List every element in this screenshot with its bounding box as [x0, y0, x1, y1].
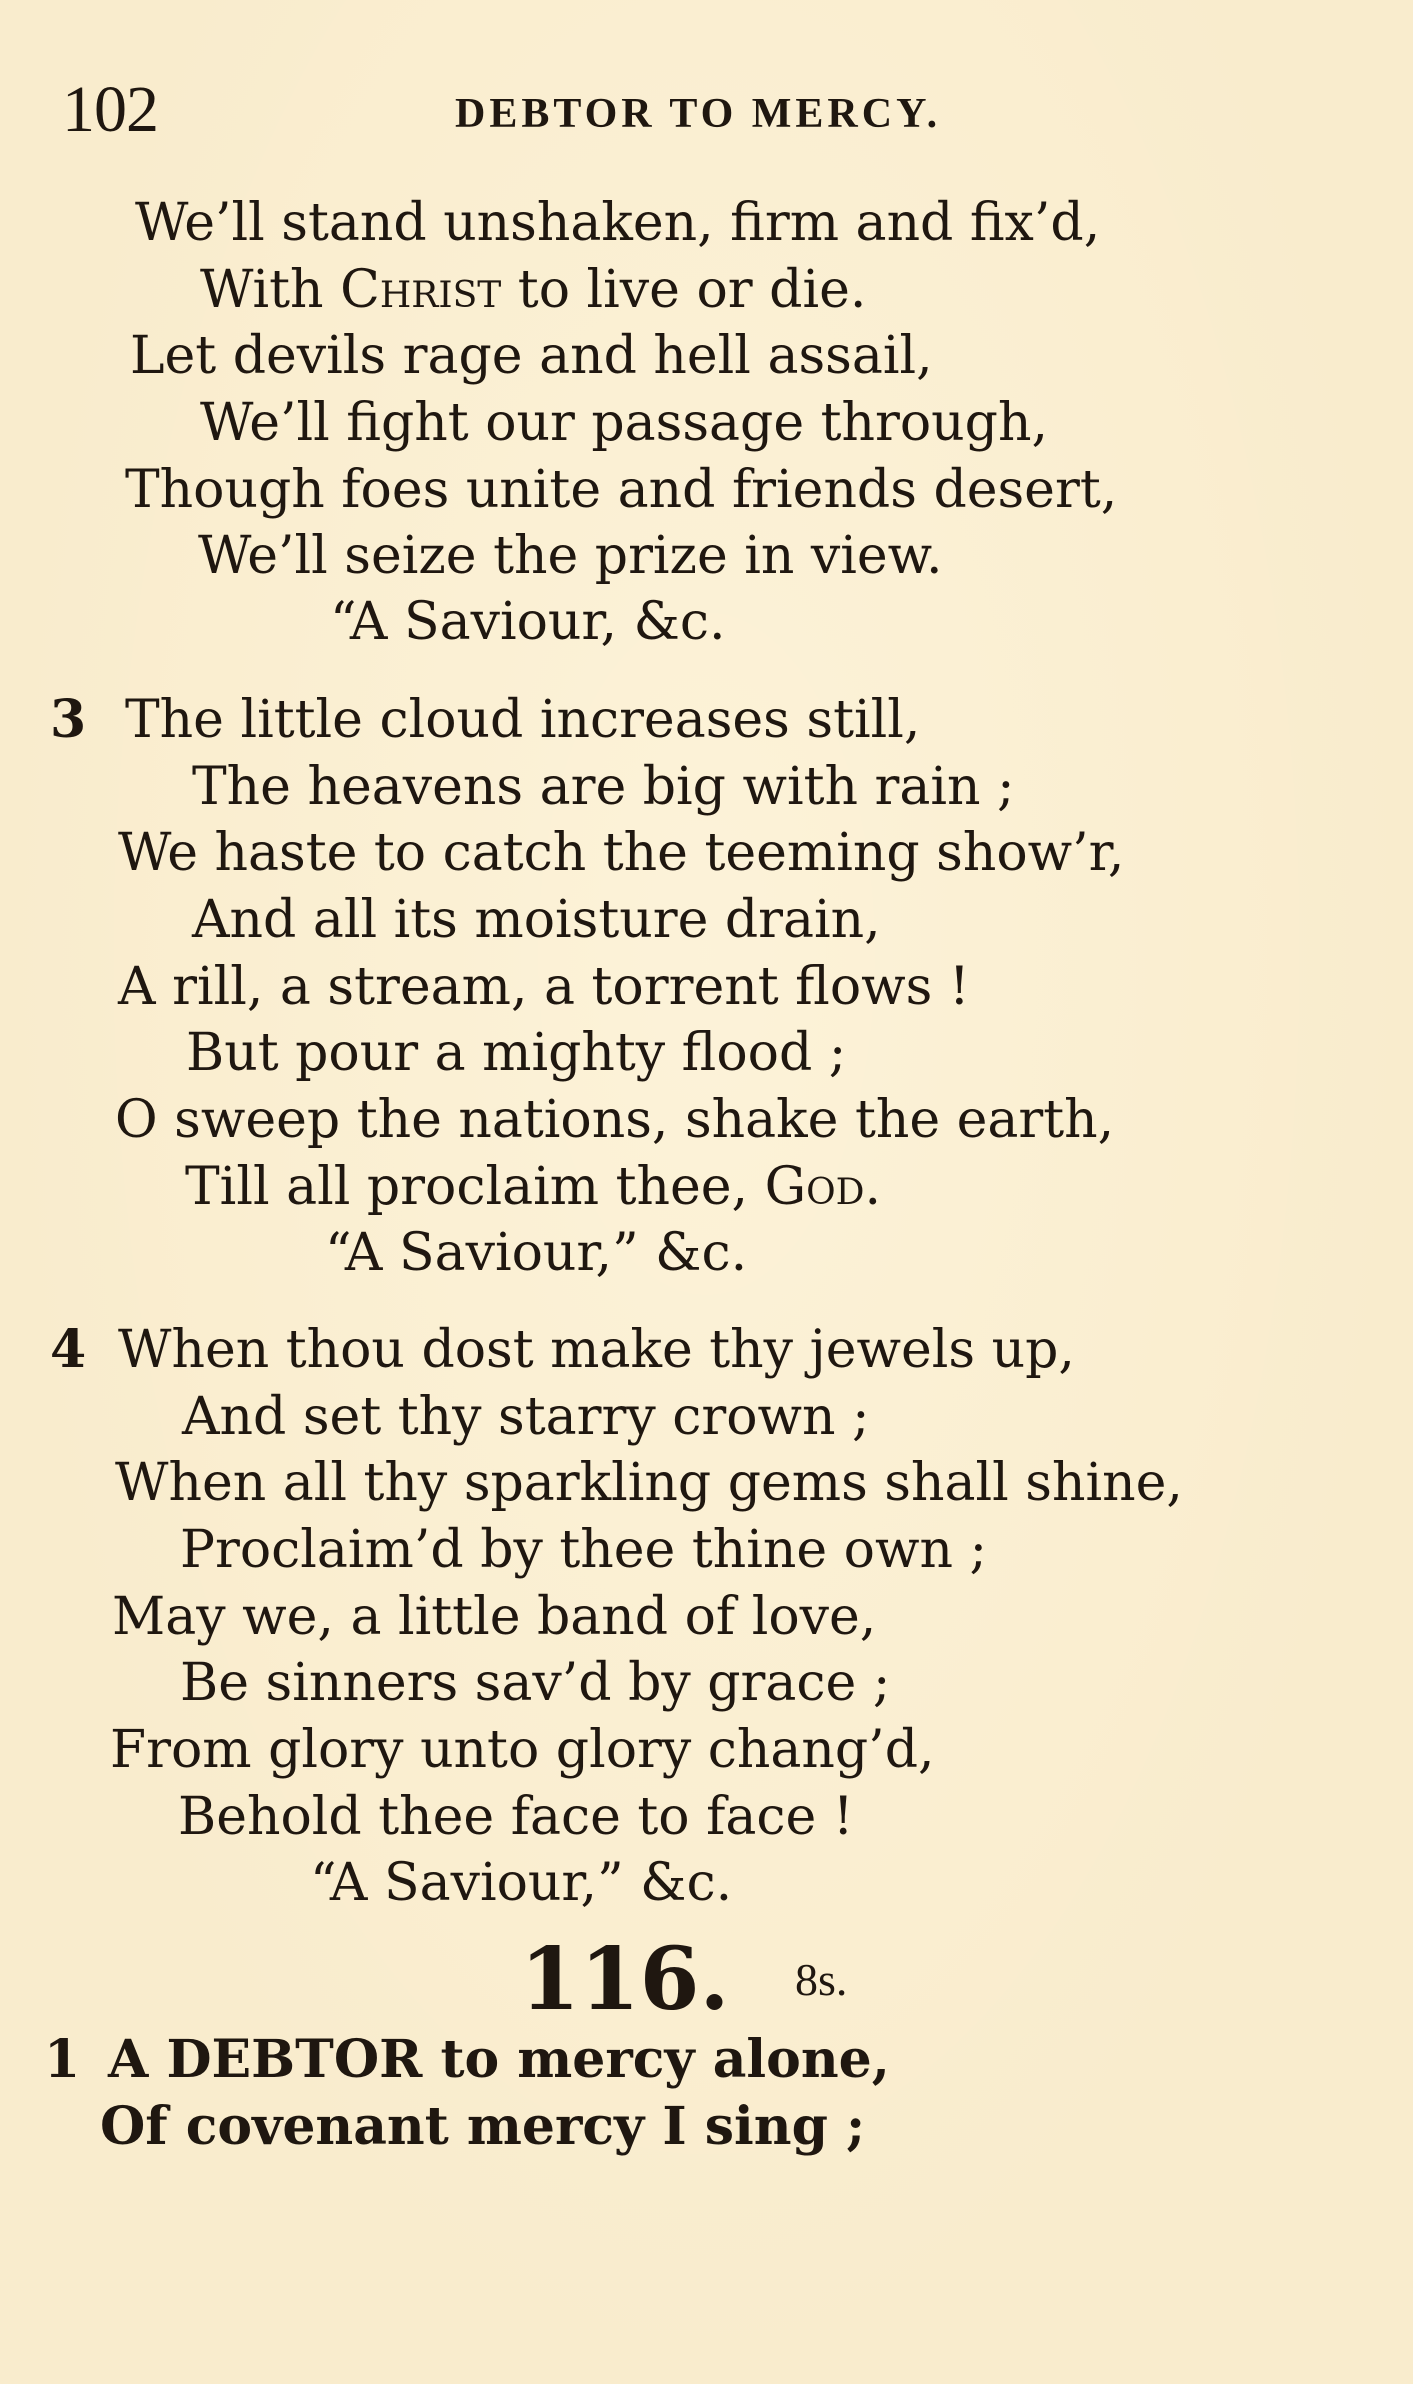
verse-line: Though foes unite and friends desert,	[125, 460, 1118, 520]
hymn-heading	[520, 1930, 920, 2030]
hymn-number: 116.	[520, 1929, 730, 2030]
verse-number: 4	[50, 1319, 87, 1380]
verse-line: O sweep the nations, shake the earth,	[115, 1090, 1115, 1150]
verse-line: The heavens are big with rain ;	[192, 757, 1015, 817]
god-small-caps: God	[764, 1157, 865, 1217]
verse-line-text: to live or die.	[501, 260, 867, 320]
verse-line: Proclaim’d by thee thine own ;	[180, 1520, 988, 1580]
refrain-line: “A Saviour, &c.	[330, 592, 726, 652]
verse-line: When thou dost make thy jewels up,	[118, 1320, 1075, 1380]
verse-line: And all its moisture drain,	[192, 890, 881, 950]
verse-line	[200, 260, 866, 320]
verse-line: May we, a little band of love,	[112, 1587, 877, 1647]
verse-number: 3	[50, 689, 87, 750]
page-number: 102	[62, 73, 158, 146]
verse-line: When all thy sparkling gems shall shine,	[115, 1453, 1183, 1513]
verse-line: Of covenant mercy I sing ;	[100, 2096, 866, 2157]
verse-line: We’ll stand unshaken, firm and fix’d,	[135, 193, 1101, 253]
verse-line-text: .	[864, 1157, 882, 1217]
running-title: DEBTOR TO MERCY.	[455, 91, 942, 137]
verse-line: A rill, a stream, a torrent flows !	[118, 957, 970, 1017]
verse-line: And set thy starry crown ;	[182, 1387, 870, 1447]
verse-line: We haste to catch the teeming show’r,	[118, 823, 1125, 883]
verse-line-text: Till all proclaim thee,	[185, 1157, 765, 1217]
refrain-line: “A Saviour,” &c.	[325, 1223, 748, 1283]
verse-line: From glory unto glory chang’d,	[110, 1720, 935, 1780]
verse-line: A DEBTOR to mercy alone,	[108, 2029, 890, 2090]
refrain-line: “A Saviour,” &c.	[310, 1853, 733, 1913]
verse-line: We’ll seize the prize in view.	[198, 526, 943, 586]
page-header	[0, 70, 1413, 150]
verse-number: 1	[44, 2029, 81, 2090]
hymn-meter: 8s.	[795, 1954, 848, 2005]
verse-line: The little cloud increases still,	[125, 690, 921, 750]
verse-line: But pour a mighty flood ;	[186, 1023, 847, 1083]
christ-small-caps: Christ	[340, 260, 502, 320]
verse-line: We’ll fight our passage through,	[200, 393, 1048, 453]
verse-line	[185, 1157, 881, 1217]
verse-line: Let devils rage and hell assail,	[130, 326, 933, 386]
verse-line: Behold thee face to face !	[178, 1787, 854, 1847]
verse-line-text: With	[200, 260, 341, 320]
verse-line: Be sinners sav’d by grace ;	[180, 1653, 891, 1713]
